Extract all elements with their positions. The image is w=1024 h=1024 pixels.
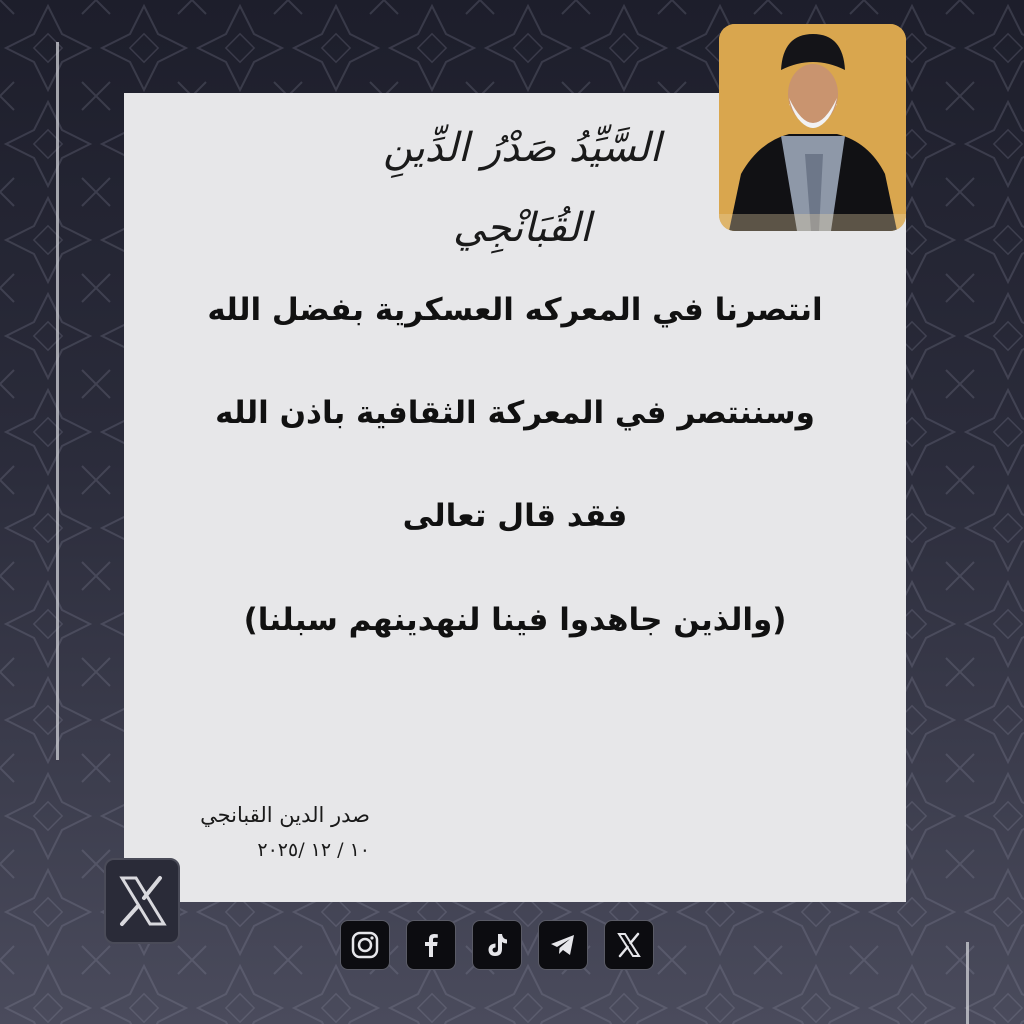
decorative-line-right <box>966 942 969 1024</box>
instagram-icon <box>349 929 381 961</box>
message-line-3: فقد قال تعالى <box>402 498 628 534</box>
telegram-icon <box>547 929 579 961</box>
signature-block <box>150 795 370 865</box>
instagram-button[interactable] <box>340 920 390 970</box>
signature-name: صدر الدين القبانجي <box>200 803 370 827</box>
facebook-icon <box>415 929 447 961</box>
facebook-button[interactable] <box>406 920 456 970</box>
signature-date: ١٠ / ١٢ /٢٠٢٥ <box>257 839 370 861</box>
x-icon <box>613 929 645 961</box>
x-logo-badge[interactable] <box>104 858 180 944</box>
tiktok-icon <box>481 929 513 961</box>
telegram-button[interactable] <box>538 920 588 970</box>
tiktok-button[interactable] <box>472 920 522 970</box>
message-line-1: انتصرنا في المعركه العسكرية بفضل الله <box>207 292 823 328</box>
message-line-4: (والذين جاهدوا فينا لنهدينهم سبلنا) <box>243 602 787 638</box>
x-logo-icon <box>106 860 178 942</box>
x-button[interactable] <box>604 920 654 970</box>
portrait-photo <box>719 24 906 231</box>
calligraphy-title: السَّيِّدُ صَدْرُ الدِّينِ القُبَانْجِي <box>383 125 661 251</box>
message-line-2: وسننتصر في المعركة الثقافية باذن الله <box>215 395 815 431</box>
decorative-line-left <box>56 42 59 760</box>
